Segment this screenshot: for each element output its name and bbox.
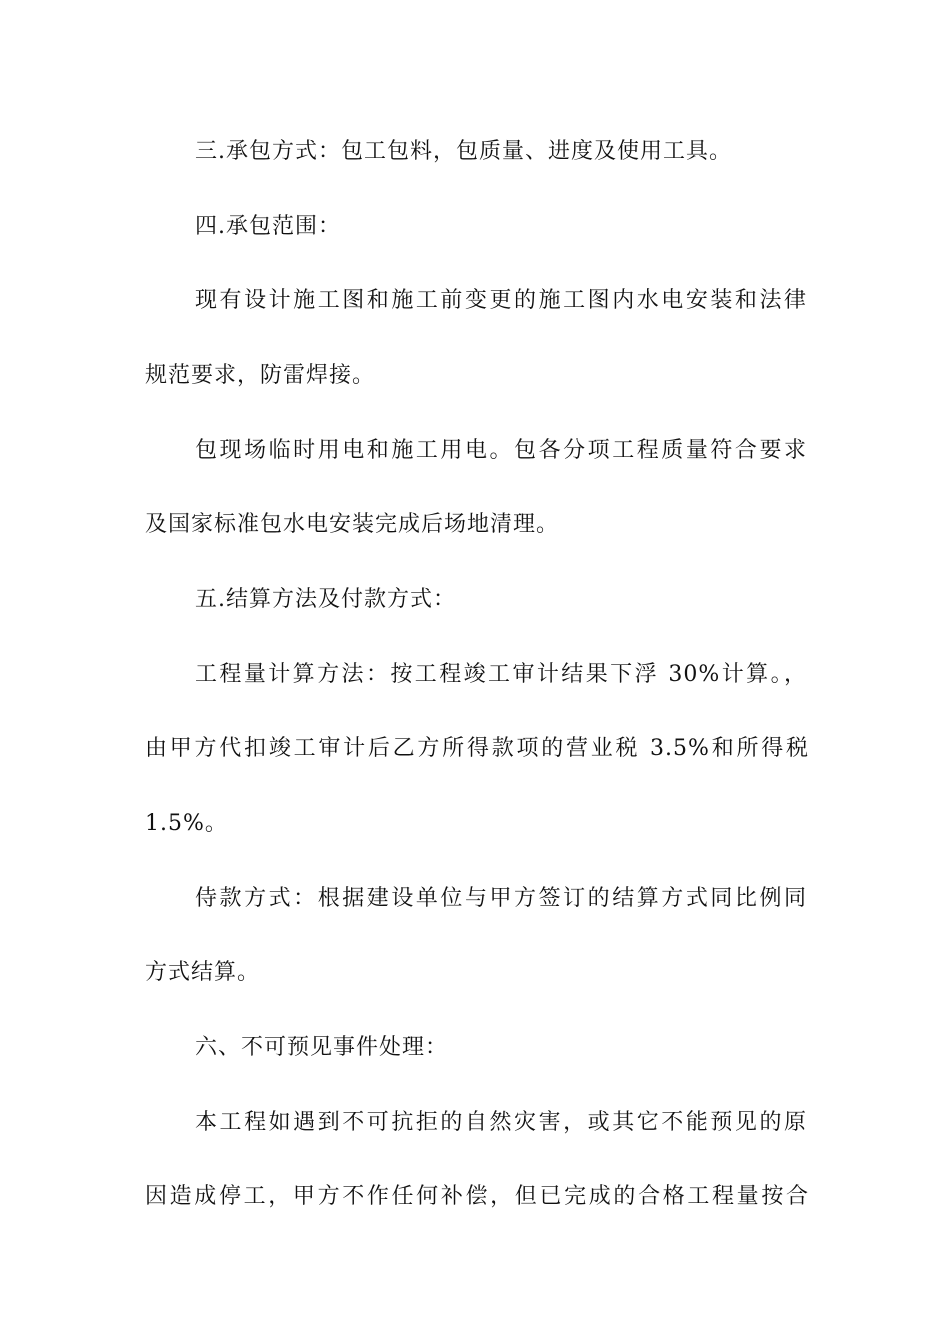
- paragraph-line: 1.5%。: [145, 811, 228, 836]
- paragraph-line: 侍款方式：根据建设单位与甲方签订的结算方式同比例同: [195, 886, 807, 911]
- paragraph-line: 现有设计施工图和施工前变更的施工图内水电安装和法律: [195, 288, 807, 313]
- paragraph-line: 及国家标准包水电安装完成后场地清理。: [145, 512, 560, 537]
- paragraph-line: 由甲方代扣竣工审计后乙方所得款项的营业税 3.5%和所得税: [145, 736, 809, 761]
- paragraph-line: 方式结算。: [145, 960, 261, 985]
- paragraph-line: 包现场临时用电和施工用电。包各分项工程质量符合要求: [195, 438, 807, 463]
- section-3-heading: 三.承包方式：包工包料，包质量、进度及使用工具。: [195, 139, 732, 164]
- paragraph-line: 本工程如遇到不可抗拒的自然灾害，或其它不能预见的原: [195, 1110, 807, 1135]
- section-6-heading: 六、不可预见事件处理：: [195, 1035, 449, 1060]
- section-4-heading: 四.承包范围：: [195, 214, 341, 239]
- paragraph-line: 规范要求，防雷焊接。: [145, 363, 376, 388]
- paragraph-line: 工程量计算方法：按工程竣工审计结果下浮 30%计算。，: [195, 662, 807, 687]
- section-5-heading: 五.结算方法及付款方式：: [195, 587, 456, 612]
- paragraph-line: 因造成停工，甲方不作任何补偿，但已完成的合格工程量按合: [145, 1184, 809, 1209]
